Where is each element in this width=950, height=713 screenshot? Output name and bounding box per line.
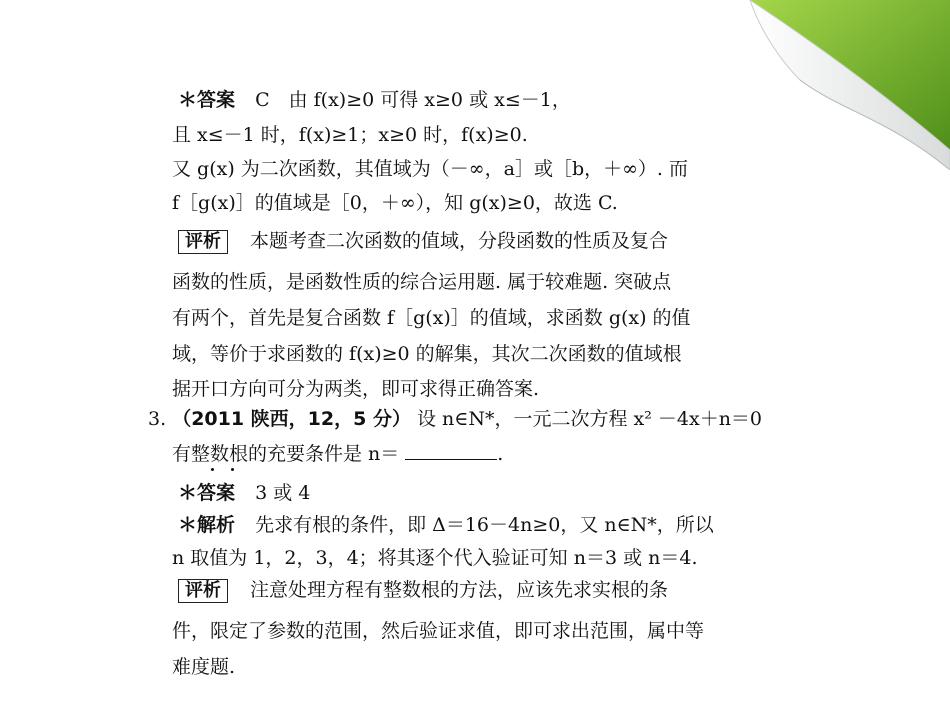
comment-line-4: 域，等价于求函数的 f(x)≥0 的解集，其次二次函数的值域根 [172, 343, 682, 365]
comment-3-line-1 [178, 578, 668, 603]
comment-line-5: 据开口方向可分为两类，即可求得正确答案. [172, 378, 540, 400]
comment-text-1: 本题考查二次函数的值域，分段函数的性质及复合 [250, 230, 669, 252]
comment-3-text-1: 注意处理方程有整数根的方法，应该先求实根的条 [250, 579, 669, 601]
question-end: . [497, 443, 504, 465]
answer-line-1 [178, 88, 571, 112]
question-text-1: 设 n∈N*，一元二次方程 x² －4x＋n＝0 [417, 408, 763, 430]
comment-line-1 [178, 229, 668, 254]
question-3-line-2 [172, 441, 503, 466]
answer-line-3: 又 g(x) 为二次函数，其值域为（－∞，a］或［b，＋∞）. 而 [172, 158, 689, 180]
question-text-2: 有整数根的充要条件是 n＝ [172, 443, 400, 465]
answer-3-label: ＊答案 [178, 482, 236, 504]
analysis-text-1: 先求有根的条件，即 Δ＝16－4n≥0，又 n∈N*，所以 [255, 514, 714, 536]
answer-3-line [178, 481, 310, 505]
answer-blank [405, 441, 497, 460]
question-number: 3. [148, 408, 167, 430]
comment-3-line-2: 件，限定了参数的范围，然后验证求值，即可求出范围，属中等 [172, 620, 705, 642]
comment-3-line-3: 难度题. [172, 656, 236, 678]
comment-line-2: 函数的性质，是函数性质的综合运用题. 属于较难题. 突破点 [172, 271, 672, 293]
answer-line-4: f［g(x)］的值域是［0，＋∞），知 g(x)≥0，故选 C. [172, 192, 618, 214]
question-source: （2011 陕西，12，5 分） [172, 408, 411, 430]
comment-label: 评析 [178, 230, 228, 254]
emphasis-dot [211, 468, 214, 471]
emphasis-dot [231, 468, 234, 471]
answer-label: ＊答案 [178, 89, 236, 111]
answer-3-text: 3 或 4 [255, 482, 311, 504]
answer-line-2: 且 x≤－1 时，f(x)≥1；x≥0 时，f(x)≥0. [172, 124, 528, 146]
analysis-label: ＊解析 [178, 514, 236, 536]
comment-3-label: 评析 [178, 579, 228, 603]
question-3-line-1 [148, 407, 762, 431]
page-curl-decoration [690, 0, 950, 170]
analysis-line-2: n 取值为 1，2，3，4；将其逐个代入验证可知 n＝3 或 n＝4. [172, 547, 698, 569]
answer-text: C 由 f(x)≥0 可得 x≥0 或 x≤－1， [255, 89, 571, 111]
comment-line-3: 有两个，首先是复合函数 f［g(x)］的值域，求函数 g(x) 的值 [172, 307, 691, 329]
analysis-line-1 [178, 513, 714, 537]
